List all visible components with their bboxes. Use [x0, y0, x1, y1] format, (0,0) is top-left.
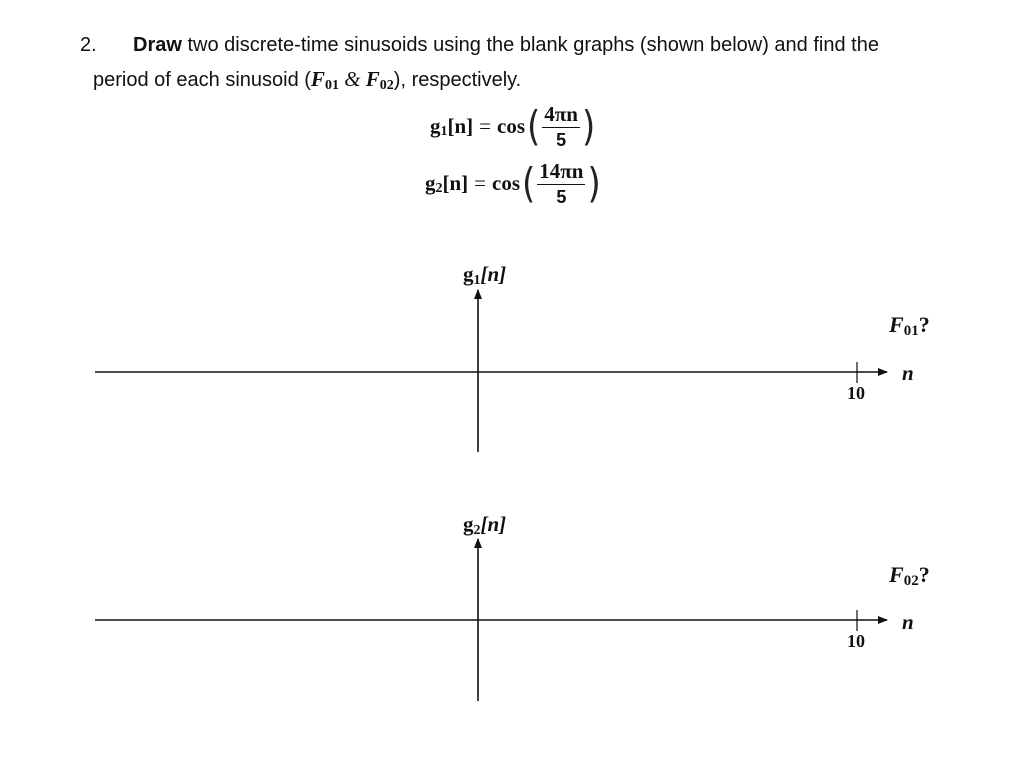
left-paren: (: [527, 102, 541, 151]
graph1-y-label-arg: [n]: [480, 262, 507, 286]
graph2-question-mark: ?: [918, 562, 930, 587]
graph1-period-question: [889, 312, 930, 338]
graph1-question-mark: ?: [918, 312, 930, 337]
graph1-y-label-g: g: [463, 262, 474, 286]
f02-subscript: 02: [379, 78, 394, 93]
equation-g1-numerator: 4πn: [544, 102, 578, 126]
equation-g2-argument: [n]: [442, 171, 469, 195]
instruction-verb: Draw: [133, 34, 182, 56]
left-paren: (: [522, 159, 536, 208]
graph2-x-label: n: [902, 610, 914, 634]
graph1-question-symbol: F: [889, 312, 904, 337]
graph2-question-symbol: F: [889, 562, 904, 587]
question-line-2-end: ), respectively.: [393, 69, 522, 91]
graph2-y-label-g: g: [463, 512, 474, 536]
graph1-question-sub: 01: [903, 323, 919, 339]
graph1-y-label-sub: 1: [473, 273, 481, 288]
graph2-tick-label: 10: [847, 631, 865, 651]
graph2-period-question: [889, 562, 930, 588]
f02-symbol: F: [365, 67, 380, 91]
question-line-1-text: two discrete-time sinusoids using the blank graphs (shown below) and find the: [181, 34, 879, 56]
graph1-y-label: [463, 262, 506, 287]
equation-g1-denominator: 5: [556, 130, 567, 150]
right-paren: ): [581, 102, 596, 151]
graph2-question-sub: 02: [903, 573, 919, 589]
f01-symbol: F: [310, 67, 325, 91]
graph2-y-label-arg: [n]: [480, 512, 507, 536]
equation-g2-subscript: 2: [435, 180, 443, 196]
equation-g1-subscript: 1: [440, 123, 448, 139]
equation-g2-cos: cos: [492, 171, 521, 195]
equation-g1-function: g: [430, 114, 441, 138]
question-line-2-start: period of each sinusoid (: [93, 69, 311, 91]
equation-g1-equals: =: [479, 114, 492, 138]
graph1-x-label: n: [902, 361, 914, 385]
ampersand: &: [338, 67, 366, 91]
graph2-y-label-sub: 2: [473, 523, 481, 538]
equation-g2-denominator: 5: [556, 187, 567, 207]
graph1-tick-label: 10: [847, 383, 865, 403]
right-paren: ): [587, 159, 601, 208]
equation-g2-equals: =: [474, 171, 487, 195]
equation-g1-cos: cos: [497, 114, 526, 138]
equation-g2-function: g: [425, 171, 436, 195]
equation-g1-argument: [n]: [447, 114, 474, 138]
graph2-y-label: [463, 512, 506, 537]
question-number: 2.: [80, 34, 97, 56]
equation-g2-numerator: 14πn: [539, 159, 584, 183]
f01-subscript: 01: [324, 78, 339, 93]
